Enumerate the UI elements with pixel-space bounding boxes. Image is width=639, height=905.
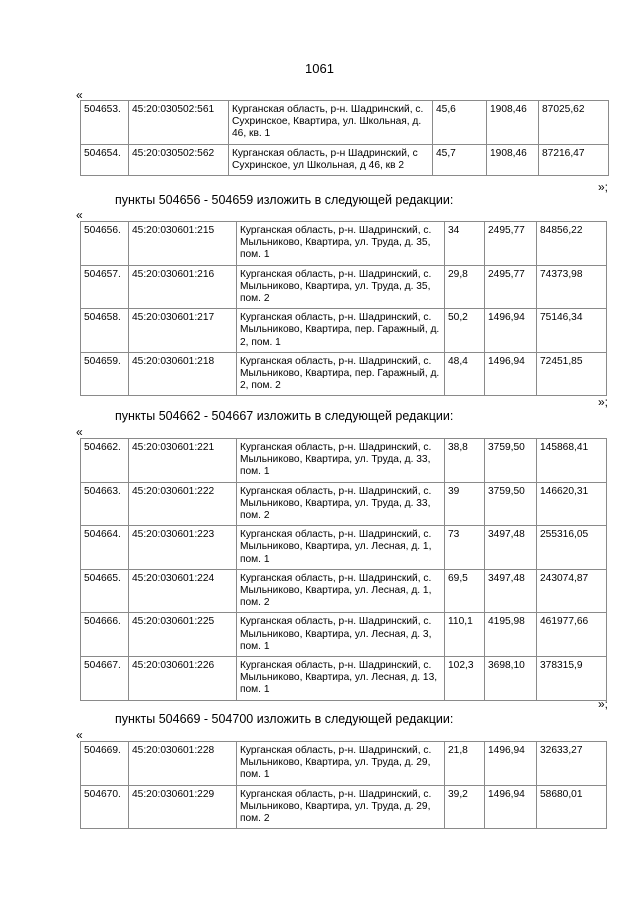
cadastral-value-cell: 58680,01 — [537, 785, 607, 829]
table-row — [81, 222, 607, 266]
registry-table-3 — [80, 438, 607, 701]
cadastral-number-cell: 45:20:030502:561 — [129, 101, 229, 145]
row-number-cell: 504662. — [81, 439, 129, 483]
cadastral-value-cell: 75146,34 — [537, 309, 607, 353]
cadastral-number-cell: 45:20:030601:224 — [129, 569, 237, 613]
unit-value-cell: 3759,50 — [485, 439, 537, 483]
area-cell: 48,4 — [445, 352, 485, 396]
cadastral-number-cell: 45:20:030601:216 — [129, 265, 237, 309]
row-number-cell: 504665. — [81, 569, 129, 613]
unit-value-cell: 1496,94 — [485, 785, 537, 829]
close-quote-3: »; — [598, 697, 609, 711]
table-row — [81, 309, 607, 353]
row-number-cell: 504669. — [81, 742, 129, 786]
area-cell: 102,3 — [445, 657, 485, 701]
row-number-cell: 504658. — [81, 309, 129, 353]
open-quote-2: « — [76, 208, 83, 222]
unit-value-cell: 3698,10 — [485, 657, 537, 701]
address-cell: Курганская область, р-н. Шадринский, с. Мыльниково, Квартира, ул. Труда, д. 33, пом. 2 — [237, 482, 445, 526]
row-number-cell: 504663. — [81, 482, 129, 526]
row-number-cell: 504656. — [81, 222, 129, 266]
cadastral-value-cell: 84856,22 — [537, 222, 607, 266]
cadastral-number-cell: 45:20:030601:229 — [129, 785, 237, 829]
address-cell: Курганская область, р-н. Шадринский, с. Мыльниково, Квартира, ул. Лесная, д. 3, пом. 1 — [237, 613, 445, 657]
unit-value-cell: 3497,48 — [485, 526, 537, 570]
cadastral-value-cell: 243074,87 — [537, 569, 607, 613]
table-body — [81, 222, 607, 396]
unit-value-cell: 3497,48 — [485, 569, 537, 613]
area-cell: 73 — [445, 526, 485, 570]
area-cell: 21,8 — [445, 742, 485, 786]
registry-table-4 — [80, 741, 607, 829]
row-number-cell: 504653. — [81, 101, 129, 145]
table-row — [81, 482, 607, 526]
cadastral-number-cell: 45:20:030502:562 — [129, 144, 229, 175]
table-row — [81, 657, 607, 701]
cadastral-value-cell: 72451,85 — [537, 352, 607, 396]
cadastral-value-cell: 461977,66 — [537, 613, 607, 657]
cadastral-number-cell: 45:20:030601:223 — [129, 526, 237, 570]
table-row — [81, 144, 609, 175]
registry-table-1 — [80, 100, 609, 176]
address-cell: Курганская область, р-н. Шадринский, с. Мыльниково, Квартира, ул. Труда, д. 29, пом. 1 — [237, 742, 445, 786]
table-row — [81, 265, 607, 309]
address-cell: Курганская область, р-н. Шадринский, с. Мыльниково, Квартира, ул. Лесная, д. 1, пом. 1 — [237, 526, 445, 570]
table-row — [81, 613, 607, 657]
table-row — [81, 526, 607, 570]
instruction-1: пункты 504656 - 504659 изложить в следующей редакции: — [115, 193, 454, 207]
area-cell: 39 — [445, 482, 485, 526]
table-body — [81, 439, 607, 701]
cadastral-value-cell: 32633,27 — [537, 742, 607, 786]
unit-value-cell: 1908,46 — [487, 101, 539, 145]
address-cell: Курганская область, р-н. Шадринский, с. Мыльниково, Квартира, ул. Труда, д. 35, пом. 1 — [237, 222, 445, 266]
table-row — [81, 439, 607, 483]
address-cell: Курганская область, р-н. Шадринский, с. Мыльниково, Квартира, ул. Труда, д. 33, пом. 1 — [237, 439, 445, 483]
table-row — [81, 742, 607, 786]
cadastral-value-cell: 378315,9 — [537, 657, 607, 701]
cadastral-number-cell: 45:20:030601:228 — [129, 742, 237, 786]
cadastral-value-cell: 145868,41 — [537, 439, 607, 483]
row-number-cell: 504667. — [81, 657, 129, 701]
cadastral-number-cell: 45:20:030601:217 — [129, 309, 237, 353]
unit-value-cell: 2495,77 — [485, 265, 537, 309]
area-cell: 38,8 — [445, 439, 485, 483]
cadastral-value-cell: 87216,47 — [539, 144, 609, 175]
address-cell: Курганская область, р-н. Шадринский, с. Мыльниково, Квартира, пер. Гаражный, д. 2, пом. 2 — [237, 352, 445, 396]
row-number-cell: 504666. — [81, 613, 129, 657]
cadastral-value-cell: 87025,62 — [539, 101, 609, 145]
area-cell: 45,7 — [433, 144, 487, 175]
row-number-cell: 504657. — [81, 265, 129, 309]
unit-value-cell: 1496,94 — [485, 352, 537, 396]
address-cell: Курганская область, р-н. Шадринский, с. Мыльниково, Квартира, ул. Лесная, д. 1, пом. 2 — [237, 569, 445, 613]
address-cell: Курганская область, р-н. Шадринский, с. Мыльниково, Квартира, ул. Труда, д. 29, пом. 2 — [237, 785, 445, 829]
cadastral-number-cell: 45:20:030601:226 — [129, 657, 237, 701]
unit-value-cell: 4195,98 — [485, 613, 537, 657]
area-cell: 69,5 — [445, 569, 485, 613]
close-quote-1: »; — [598, 180, 609, 194]
page-number: 1061 — [305, 61, 334, 76]
unit-value-cell: 3759,50 — [485, 482, 537, 526]
table-body — [81, 742, 607, 829]
area-cell: 29,8 — [445, 265, 485, 309]
cadastral-number-cell: 45:20:030601:222 — [129, 482, 237, 526]
registry-table-2 — [80, 221, 607, 396]
close-quote-2: »; — [598, 395, 609, 409]
cadastral-number-cell: 45:20:030601:221 — [129, 439, 237, 483]
open-quote-1: « — [76, 88, 83, 102]
address-cell: Курганская область, р-н Шадринский, с Сухринское, ул Школьная, д 46, кв 2 — [229, 144, 433, 175]
row-number-cell: 504659. — [81, 352, 129, 396]
area-cell: 45,6 — [433, 101, 487, 145]
area-cell: 50,2 — [445, 309, 485, 353]
table-row — [81, 569, 607, 613]
row-number-cell: 504664. — [81, 526, 129, 570]
unit-value-cell: 1496,94 — [485, 309, 537, 353]
unit-value-cell: 1908,46 — [487, 144, 539, 175]
open-quote-4: « — [76, 728, 83, 742]
table-row — [81, 101, 609, 145]
unit-value-cell: 2495,77 — [485, 222, 537, 266]
address-cell: Курганская область, р-н. Шадринский, с. Сухринское, Квартира, ул. Школьная, д. 46, кв. 1 — [229, 101, 433, 145]
cadastral-number-cell: 45:20:030601:218 — [129, 352, 237, 396]
cadastral-value-cell: 74373,98 — [537, 265, 607, 309]
open-quote-3: « — [76, 425, 83, 439]
instruction-2: пункты 504662 - 504667 изложить в следующей редакции: — [115, 409, 454, 423]
address-cell: Курганская область, р-н. Шадринский, с. Мыльниково, Квартира, пер. Гаражный, д. 2, пом. 1 — [237, 309, 445, 353]
cadastral-value-cell: 146620,31 — [537, 482, 607, 526]
area-cell: 39,2 — [445, 785, 485, 829]
row-number-cell: 504670. — [81, 785, 129, 829]
area-cell: 34 — [445, 222, 485, 266]
unit-value-cell: 1496,94 — [485, 742, 537, 786]
row-number-cell: 504654. — [81, 144, 129, 175]
area-cell: 110,1 — [445, 613, 485, 657]
cadastral-value-cell: 255316,05 — [537, 526, 607, 570]
address-cell: Курганская область, р-н. Шадринский, с. Мыльниково, Квартира, ул. Труда, д. 35, пом. 2 — [237, 265, 445, 309]
address-cell: Курганская область, р-н. Шадринский, с. Мыльниково, Квартира, ул. Лесная, д. 13, пом. 1 — [237, 657, 445, 701]
table-body — [81, 101, 609, 176]
instruction-3: пункты 504669 - 504700 изложить в следующей редакции: — [115, 712, 454, 726]
cadastral-number-cell: 45:20:030601:215 — [129, 222, 237, 266]
table-row — [81, 785, 607, 829]
cadastral-number-cell: 45:20:030601:225 — [129, 613, 237, 657]
table-row — [81, 352, 607, 396]
